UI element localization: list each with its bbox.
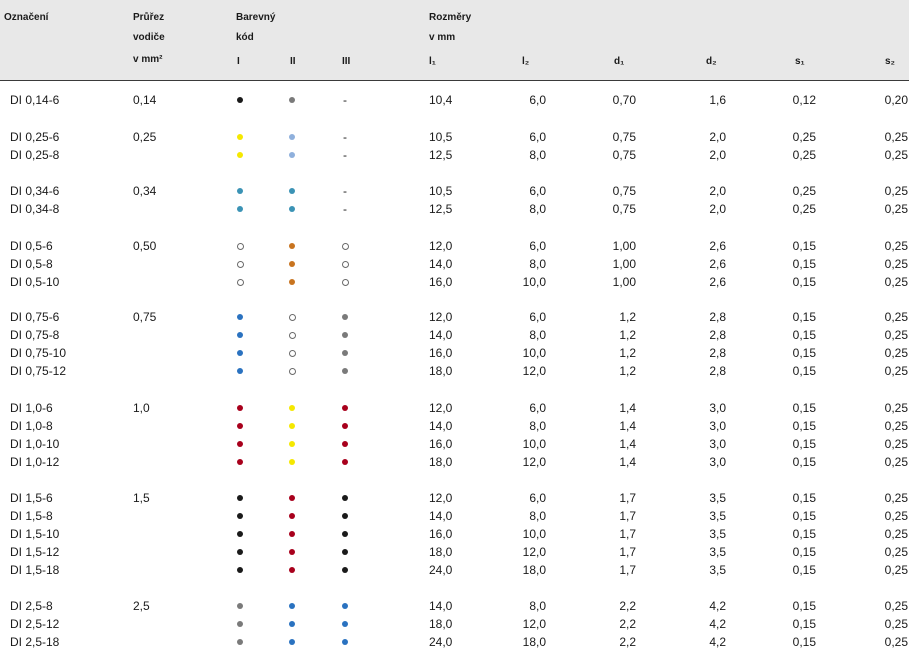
color-dot-II xyxy=(289,423,295,429)
cell-cross-section: 1,5 xyxy=(133,491,150,505)
cell-designation: DI 0,25-6 xyxy=(10,130,60,144)
cell-s1: 0,15 xyxy=(792,401,816,415)
cell-l2: 18,0 xyxy=(522,635,546,649)
color-dot-I xyxy=(237,350,243,356)
color-dot-I xyxy=(237,332,243,338)
color-dot-I xyxy=(237,567,243,573)
color-dot-III xyxy=(342,405,348,411)
cell-s2: 0,25 xyxy=(884,310,908,324)
color-dot-II xyxy=(289,459,295,465)
cell-d2: 3,5 xyxy=(709,491,726,505)
no-color-dash: - xyxy=(343,202,347,216)
cell-l2: 10,0 xyxy=(522,437,546,451)
color-dot-III xyxy=(342,279,349,286)
cell-l2: 8,0 xyxy=(529,328,546,342)
cell-d2: 2,0 xyxy=(709,184,726,198)
cell-l2: 12,0 xyxy=(522,545,546,559)
cell-d2: 2,0 xyxy=(709,202,726,216)
cell-d1: 1,7 xyxy=(619,491,636,505)
cell-designation: DI 0,34-8 xyxy=(10,202,60,216)
color-dot-I xyxy=(237,423,243,429)
cell-d2: 3,0 xyxy=(709,401,726,415)
header-color-code-2: kód xyxy=(236,32,254,43)
cell-l2: 18,0 xyxy=(522,563,546,577)
color-dot-II xyxy=(289,279,295,285)
cell-d1: 0,75 xyxy=(612,202,636,216)
cell-l1: 10,5 xyxy=(429,184,453,198)
cell-d2: 3,5 xyxy=(709,545,726,559)
cell-s2: 0,25 xyxy=(884,239,908,253)
cell-d2: 2,0 xyxy=(709,148,726,162)
color-dot-III xyxy=(342,549,348,555)
cell-d2: 4,2 xyxy=(709,635,726,649)
cell-l2: 6,0 xyxy=(529,491,546,505)
cell-s2: 0,25 xyxy=(884,346,908,360)
color-dot-I xyxy=(237,243,244,250)
cell-d2: 2,0 xyxy=(709,130,726,144)
cell-s1: 0,15 xyxy=(792,527,816,541)
cell-designation: DI 2,5-8 xyxy=(10,599,53,613)
cell-l2: 8,0 xyxy=(529,257,546,271)
cell-d1: 1,7 xyxy=(619,545,636,559)
cell-l1: 10,4 xyxy=(429,93,453,107)
cell-d2: 2,6 xyxy=(709,239,726,253)
cell-d1: 1,2 xyxy=(619,346,636,360)
cell-cross-section xyxy=(133,417,193,435)
cell-d2: 3,0 xyxy=(709,455,726,469)
cell-s2: 0,25 xyxy=(884,401,908,415)
cell-s2: 0,25 xyxy=(884,455,908,469)
header-cross-section-1: Průřez xyxy=(133,12,165,23)
cell-d2: 2,8 xyxy=(709,346,726,360)
cell-l2: 8,0 xyxy=(529,148,546,162)
cell-s1: 0,12 xyxy=(792,93,816,107)
header-cross-section-3: v mm² xyxy=(133,54,163,65)
cell-d2: 4,2 xyxy=(709,617,726,631)
cell-designation: DI 1,0-12 xyxy=(10,455,60,469)
color-dot-III xyxy=(342,459,348,465)
cell-d1: 0,70 xyxy=(612,93,636,107)
cell-d2: 3,0 xyxy=(709,437,726,451)
cell-d1: 0,75 xyxy=(612,148,636,162)
color-dot-II xyxy=(289,441,295,447)
header-col-II: II xyxy=(290,56,296,67)
cell-d2: 3,0 xyxy=(709,419,726,433)
cell-d1: 1,4 xyxy=(619,455,636,469)
cell-designation: DI 1,5-18 xyxy=(10,563,60,577)
cell-cross-section xyxy=(133,453,193,471)
cell-l1: 16,0 xyxy=(429,437,453,451)
cell-s2: 0,25 xyxy=(884,364,908,378)
color-dot-III xyxy=(342,567,348,573)
cell-l1: 18,0 xyxy=(429,617,453,631)
color-dot-I xyxy=(237,495,243,501)
color-dot-I xyxy=(237,441,243,447)
color-dot-II xyxy=(289,314,296,321)
cell-s2: 0,25 xyxy=(884,130,908,144)
cell-d1: 1,00 xyxy=(612,275,636,289)
color-dot-II xyxy=(289,495,295,501)
cell-s2: 0,25 xyxy=(884,275,908,289)
cell-designation: DI 0,14-6 xyxy=(10,93,60,107)
cell-designation: DI 2,5-18 xyxy=(10,635,60,649)
cell-d2: 4,2 xyxy=(709,599,726,613)
cell-designation: DI 1,0-8 xyxy=(10,419,53,433)
cell-cross-section xyxy=(133,273,193,291)
cell-d2: 3,5 xyxy=(709,563,726,577)
cell-d2: 3,5 xyxy=(709,527,726,541)
cell-l2: 12,0 xyxy=(522,617,546,631)
cell-d1: 1,7 xyxy=(619,563,636,577)
cell-cross-section xyxy=(133,615,193,633)
cell-l1: 12,5 xyxy=(429,148,453,162)
cell-l2: 10,0 xyxy=(522,346,546,360)
cell-designation: DI 0,75-10 xyxy=(10,346,67,360)
cell-s1: 0,15 xyxy=(792,275,816,289)
cell-l1: 18,0 xyxy=(429,455,453,469)
cell-s2: 0,25 xyxy=(884,148,908,162)
cell-designation: DI 0,75-12 xyxy=(10,364,67,378)
cell-cross-section: 1,0 xyxy=(133,401,150,415)
cell-s2: 0,25 xyxy=(884,527,908,541)
cell-d2: 1,6 xyxy=(709,93,726,107)
cell-d1: 1,4 xyxy=(619,401,636,415)
cell-l1: 12,5 xyxy=(429,202,453,216)
header-designation: Označení xyxy=(4,12,49,23)
color-dot-III xyxy=(342,603,348,609)
cell-d1: 1,7 xyxy=(619,509,636,523)
color-dot-I xyxy=(237,621,243,627)
cell-l1: 16,0 xyxy=(429,527,453,541)
cell-l2: 12,0 xyxy=(522,455,546,469)
color-dot-II xyxy=(289,531,295,537)
color-dot-I xyxy=(237,261,244,268)
cell-l2: 6,0 xyxy=(529,239,546,253)
color-dot-II xyxy=(289,621,295,627)
cell-s2: 0,25 xyxy=(884,491,908,505)
color-dot-I xyxy=(237,206,243,212)
cell-l1: 14,0 xyxy=(429,257,453,271)
header-rule xyxy=(0,80,909,81)
cell-designation: DI 1,5-10 xyxy=(10,527,60,541)
cell-d1: 0,75 xyxy=(612,130,636,144)
header-s2: s₂ xyxy=(885,56,896,67)
cell-d1: 2,2 xyxy=(619,599,636,613)
cell-d2: 2,8 xyxy=(709,310,726,324)
cell-d2: 2,8 xyxy=(709,328,726,342)
cell-cross-section: 0,75 xyxy=(133,310,157,324)
cell-cross-section: 0,50 xyxy=(133,239,157,253)
cell-s1: 0,15 xyxy=(792,346,816,360)
cell-l1: 24,0 xyxy=(429,563,453,577)
cell-designation: DI 0,75-6 xyxy=(10,310,60,324)
cell-s2: 0,25 xyxy=(884,184,908,198)
cell-s1: 0,15 xyxy=(792,437,816,451)
color-dot-III xyxy=(342,243,349,250)
header-color-code-1: Barevný xyxy=(236,12,276,23)
cell-designation: DI 0,5-8 xyxy=(10,257,53,271)
cell-l1: 12,0 xyxy=(429,239,453,253)
cell-s1: 0,15 xyxy=(792,563,816,577)
cell-d2: 3,5 xyxy=(709,509,726,523)
cell-d1: 1,2 xyxy=(619,364,636,378)
cell-cross-section: 0,34 xyxy=(133,184,157,198)
cell-l2: 8,0 xyxy=(529,599,546,613)
color-dot-II xyxy=(289,134,295,140)
cell-s1: 0,25 xyxy=(792,184,816,198)
cell-d1: 1,4 xyxy=(619,419,636,433)
cell-d1: 1,2 xyxy=(619,328,636,342)
color-dot-I xyxy=(237,279,244,286)
cell-l2: 6,0 xyxy=(529,130,546,144)
color-dot-III xyxy=(342,368,348,374)
cell-s1: 0,15 xyxy=(792,419,816,433)
cell-cross-section xyxy=(133,543,193,561)
cell-s2: 0,25 xyxy=(884,202,908,216)
header-d1: d₁ xyxy=(614,56,625,67)
cell-cross-section: 0,25 xyxy=(133,130,157,144)
cell-l1: 12,0 xyxy=(429,310,453,324)
color-dot-I xyxy=(237,368,243,374)
cell-l2: 6,0 xyxy=(529,401,546,415)
cell-l2: 10,0 xyxy=(522,527,546,541)
color-dot-III xyxy=(342,621,348,627)
color-dot-II xyxy=(289,188,295,194)
cell-cross-section xyxy=(133,344,193,362)
color-dot-I xyxy=(237,405,243,411)
cell-designation: DI 1,5-8 xyxy=(10,509,53,523)
cell-d1: 1,00 xyxy=(612,239,636,253)
color-dot-III xyxy=(342,441,348,447)
cell-d1: 2,2 xyxy=(619,617,636,631)
header-cross-section-2: vodiče xyxy=(133,32,165,43)
color-dot-I xyxy=(237,97,243,103)
color-dot-I xyxy=(237,459,243,465)
cell-l1: 14,0 xyxy=(429,419,453,433)
color-dot-II xyxy=(289,332,296,339)
cell-s1: 0,25 xyxy=(792,148,816,162)
header-d2: d₂ xyxy=(706,56,717,67)
cell-s1: 0,15 xyxy=(792,617,816,631)
cell-l2: 10,0 xyxy=(522,275,546,289)
cell-l2: 6,0 xyxy=(529,93,546,107)
color-dot-III xyxy=(342,332,348,338)
cell-s2: 0,25 xyxy=(884,563,908,577)
color-dot-II xyxy=(289,603,295,609)
cell-designation: DI 1,5-12 xyxy=(10,545,60,559)
cell-designation: DI 0,25-8 xyxy=(10,148,60,162)
header-s1: s₁ xyxy=(795,56,805,67)
cell-s1: 0,15 xyxy=(792,635,816,649)
no-color-dash: - xyxy=(343,184,347,198)
header-dimensions-2: v mm xyxy=(429,32,456,43)
cell-d1: 0,75 xyxy=(612,184,636,198)
cell-cross-section xyxy=(133,326,193,344)
color-dot-I xyxy=(237,188,243,194)
cell-cross-section xyxy=(133,146,193,164)
cell-s2: 0,25 xyxy=(884,509,908,523)
cell-s1: 0,15 xyxy=(792,455,816,469)
color-dot-II xyxy=(289,639,295,645)
color-dot-II xyxy=(289,152,295,158)
cell-l1: 24,0 xyxy=(429,635,453,649)
color-dot-III xyxy=(342,314,348,320)
cell-l2: 6,0 xyxy=(529,310,546,324)
cell-s2: 0,25 xyxy=(884,545,908,559)
cell-designation: DI 0,5-10 xyxy=(10,275,60,289)
cell-designation: DI 1,0-6 xyxy=(10,401,53,415)
cell-s1: 0,25 xyxy=(792,130,816,144)
cell-l1: 12,0 xyxy=(429,491,453,505)
color-dot-I xyxy=(237,152,243,158)
color-dot-I xyxy=(237,603,243,609)
cell-cross-section xyxy=(133,507,193,525)
color-dot-I xyxy=(237,531,243,537)
cell-s2: 0,25 xyxy=(884,635,908,649)
color-dot-III xyxy=(342,495,348,501)
color-dot-III xyxy=(342,261,349,268)
color-dot-I xyxy=(237,549,243,555)
cell-d1: 1,00 xyxy=(612,257,636,271)
cell-designation: DI 2,5-12 xyxy=(10,617,60,631)
cell-l1: 12,0 xyxy=(429,401,453,415)
cell-l2: 12,0 xyxy=(522,364,546,378)
cell-d1: 1,2 xyxy=(619,310,636,324)
cell-l2: 8,0 xyxy=(529,419,546,433)
no-color-dash: - xyxy=(343,93,347,107)
cell-s2: 0,25 xyxy=(884,419,908,433)
cell-s1: 0,15 xyxy=(792,599,816,613)
cell-l1: 16,0 xyxy=(429,275,453,289)
cell-s1: 0,15 xyxy=(792,509,816,523)
color-dot-II xyxy=(289,243,295,249)
color-dot-II xyxy=(289,206,295,212)
color-dot-II xyxy=(289,97,295,103)
cell-s2: 0,25 xyxy=(884,328,908,342)
cell-cross-section xyxy=(133,561,193,579)
header-l1: l₁ xyxy=(429,56,436,67)
color-dot-I xyxy=(237,314,243,320)
cell-s1: 0,15 xyxy=(792,491,816,505)
cell-d2: 2,6 xyxy=(709,257,726,271)
header-l2: l₂ xyxy=(522,56,530,67)
color-dot-III xyxy=(342,350,348,356)
header-col-III: III xyxy=(342,56,351,67)
color-dot-II xyxy=(289,261,295,267)
cell-l2: 8,0 xyxy=(529,202,546,216)
cell-d2: 2,8 xyxy=(709,364,726,378)
color-dot-I xyxy=(237,134,243,140)
cell-l2: 6,0 xyxy=(529,184,546,198)
color-dot-III xyxy=(342,423,348,429)
cell-s1: 0,15 xyxy=(792,239,816,253)
cell-s1: 0,15 xyxy=(792,328,816,342)
cell-s2: 0,25 xyxy=(884,437,908,451)
cell-d1: 1,4 xyxy=(619,437,636,451)
color-dot-III xyxy=(342,531,348,537)
cell-s1: 0,15 xyxy=(792,257,816,271)
cell-l1: 10,5 xyxy=(429,130,453,144)
cell-cross-section xyxy=(133,435,193,453)
cell-d2: 2,6 xyxy=(709,275,726,289)
cell-designation: DI 0,5-6 xyxy=(10,239,53,253)
cell-designation: DI 0,75-8 xyxy=(10,328,60,342)
cell-cross-section xyxy=(133,255,193,273)
color-dot-I xyxy=(237,639,243,645)
cell-s1: 0,25 xyxy=(792,202,816,216)
no-color-dash: - xyxy=(343,148,347,162)
cell-cross-section xyxy=(133,200,193,218)
color-dot-III xyxy=(342,513,348,519)
cell-l1: 16,0 xyxy=(429,346,453,360)
color-dot-II xyxy=(289,350,296,357)
color-dot-III xyxy=(342,639,348,645)
cell-l2: 8,0 xyxy=(529,509,546,523)
cell-s2: 0,25 xyxy=(884,599,908,613)
no-color-dash: - xyxy=(343,130,347,144)
cell-l1: 14,0 xyxy=(429,328,453,342)
cell-cross-section: 2,5 xyxy=(133,599,150,613)
cell-s2: 0,25 xyxy=(884,257,908,271)
color-dot-II xyxy=(289,513,295,519)
table-header xyxy=(0,0,909,80)
color-dot-II xyxy=(289,405,295,411)
cell-designation: DI 1,5-6 xyxy=(10,491,53,505)
cell-d1: 2,2 xyxy=(619,635,636,649)
cell-l1: 14,0 xyxy=(429,509,453,523)
cell-s1: 0,15 xyxy=(792,310,816,324)
cell-s1: 0,15 xyxy=(792,364,816,378)
color-dot-II xyxy=(289,368,296,375)
color-dot-I xyxy=(237,513,243,519)
cell-s1: 0,15 xyxy=(792,545,816,559)
cell-l1: 14,0 xyxy=(429,599,453,613)
cell-s2: 0,20 xyxy=(884,93,908,107)
cell-cross-section xyxy=(133,633,193,651)
color-dot-II xyxy=(289,549,295,555)
cell-l1: 18,0 xyxy=(429,364,453,378)
color-dot-II xyxy=(289,567,295,573)
header-dimensions-1: Rozměry xyxy=(429,12,472,23)
cell-d1: 1,7 xyxy=(619,527,636,541)
cell-designation: DI 0,34-6 xyxy=(10,184,60,198)
cell-cross-section xyxy=(133,362,193,380)
cell-cross-section xyxy=(133,525,193,543)
cell-cross-section: 0,14 xyxy=(133,93,157,107)
cell-designation: DI 1,0-10 xyxy=(10,437,60,451)
cell-s2: 0,25 xyxy=(884,617,908,631)
header-col-I: I xyxy=(237,56,240,67)
cell-l1: 18,0 xyxy=(429,545,453,559)
